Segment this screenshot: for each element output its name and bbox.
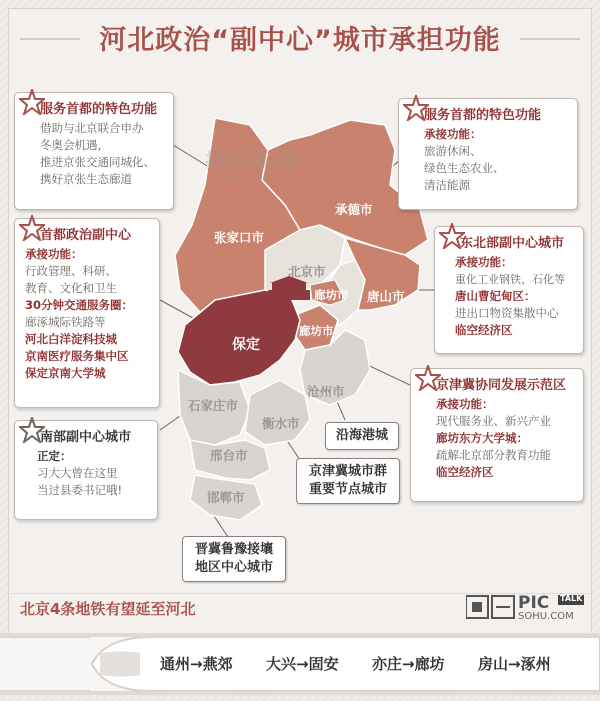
city-label-hengshui: 衡水市 [262, 416, 300, 431]
callout-emphasis: 临空经济区 [455, 323, 513, 337]
watermark-url: news.sohu.com [212, 172, 298, 185]
route-4 [478, 653, 551, 674]
logo-talk: TALK [560, 594, 583, 603]
label-coastal-city: 沿海港城 [325, 422, 399, 450]
star-icon [19, 215, 45, 241]
route-to: 固安 [308, 655, 339, 673]
route-to: 燕郊 [202, 655, 233, 673]
label-line: 重要节点城市 [308, 482, 387, 497]
star-icon [19, 417, 45, 443]
callout-line: 疏解北京部分教育功能 [436, 448, 551, 462]
callout-line: 清洁能源 [424, 178, 470, 192]
callout-emphasis: 30分钟交通服务圈： [25, 298, 134, 312]
callout-subheading: 承接功能： [25, 247, 83, 261]
route-arrow: → [402, 655, 415, 673]
route-arrow: → [296, 655, 309, 673]
city-label-langfang-north: 廊坊市 [314, 288, 349, 302]
city-label-baoding: 保定 [232, 337, 260, 353]
city-label-tangshan: 唐山市 [367, 289, 405, 304]
callout-subheading: 承接功能： [436, 397, 494, 411]
callout-line: 进出口物资集散中心 [455, 306, 559, 320]
callout-line: 行政管理、科研、 [25, 264, 117, 278]
logo-site: SOHU.COM [518, 611, 574, 622]
star-icon [439, 223, 465, 249]
callout-line: 当过县委书记哦! [37, 483, 123, 497]
metro-title: 北京4条地铁有望延至河北 [20, 600, 196, 618]
callout-line: 推进京张交通同城化、 [40, 155, 155, 169]
route-2 [266, 653, 339, 674]
callout-emphasis: 廊坊东方大学城： [436, 431, 528, 445]
callout-line: 现代服务业、新兴产业 [436, 414, 551, 428]
city-label-beijing: 北京市 [288, 264, 326, 279]
callout-langfang [410, 368, 584, 502]
label-line: 京津冀城市群 [308, 464, 387, 479]
logo-pic: PIC [518, 593, 550, 613]
star-icon [19, 89, 45, 115]
callout-line: 习大大曾在这里 [37, 466, 118, 480]
callout-emphasis: 临空经济区 [436, 465, 494, 479]
callout-line: 廊涿城际铁路等 [25, 315, 106, 329]
callout-baoding [14, 218, 160, 408]
callout-line: 冬奥会机遇， [40, 138, 109, 152]
callout-chengde [398, 98, 578, 210]
callout-emphasis: 唐山曹妃甸区： [455, 289, 536, 303]
route-arrow: → [190, 655, 203, 673]
callout-line: 携好京张生态廊道 [40, 172, 132, 186]
star-icon [415, 365, 441, 391]
callout-heading: 首都政治副中心 [40, 228, 132, 243]
callout-emphasis: 河北白洋淀科技城 [25, 332, 117, 346]
callout-heading: 服务首都的特色功能 [424, 108, 542, 123]
star-icon [403, 95, 429, 121]
watermark-text: 搜狐新闻 [205, 149, 301, 173]
callout-tangshan [434, 226, 584, 354]
city-label-langfang-south: 廊坊市 [299, 324, 334, 338]
callout-heading: 东北部副中心城市 [460, 236, 565, 251]
city-label-shijiazhuang: 石家庄市 [188, 398, 239, 413]
route-from: 大兴 [266, 655, 297, 673]
route-arrow: → [508, 655, 521, 673]
route-to: 涿州 [520, 655, 551, 673]
callout-line: 旅游休闲、 [424, 144, 482, 158]
city-label-zhangjiakou: 张家口市 [214, 230, 265, 245]
callout-subheading: 承接功能： [455, 255, 513, 269]
city-label-cangzhou: 沧州市 [307, 384, 345, 399]
route-1 [160, 653, 233, 674]
label-line: 地区中心城市 [194, 560, 273, 575]
callout-emphasis: 保定京南大学城 [25, 366, 106, 380]
callout-subheading: 承接功能： [424, 127, 482, 141]
page-title: 河北政治“副中心”城市承担功能 [99, 25, 501, 56]
callout-heading: 服务首都的特色功能 [40, 102, 158, 117]
route-3 [372, 653, 445, 674]
callout-emphasis: 京南医疗服务集中区 [25, 349, 129, 363]
callout-line: 借助与北京联合申办 [40, 121, 144, 135]
pictalk-logo [466, 593, 586, 623]
city-label-xingtai: 邢台市 [210, 448, 248, 463]
callout-line: 重化工业钢铁、石化等 [455, 273, 565, 286]
region-hengshui [245, 380, 310, 445]
city-label-chengde: 承德市 [335, 202, 373, 217]
callout-line: 绿色生态农业、 [424, 161, 505, 175]
route-from: 房山 [478, 655, 509, 673]
city-label-handan: 邯郸市 [207, 490, 245, 505]
callout-heading: 京津冀协同发展示范区 [436, 378, 567, 393]
route-from: 通州 [160, 655, 191, 673]
callout-zhangjiakou [14, 92, 174, 210]
label-node-city [296, 458, 400, 504]
route-from: 亦庄 [372, 655, 403, 673]
callout-heading: 南部副中心城市 [40, 430, 132, 445]
label-central-city [182, 536, 286, 582]
callout-line: 教育、文化和卫生 [25, 281, 117, 295]
callout-subheading: 正定： [37, 449, 72, 463]
route-to: 廊坊 [414, 655, 445, 673]
callout-shijiazhuang [14, 420, 158, 520]
label-line: 晋冀鲁豫接壤 [194, 542, 273, 557]
